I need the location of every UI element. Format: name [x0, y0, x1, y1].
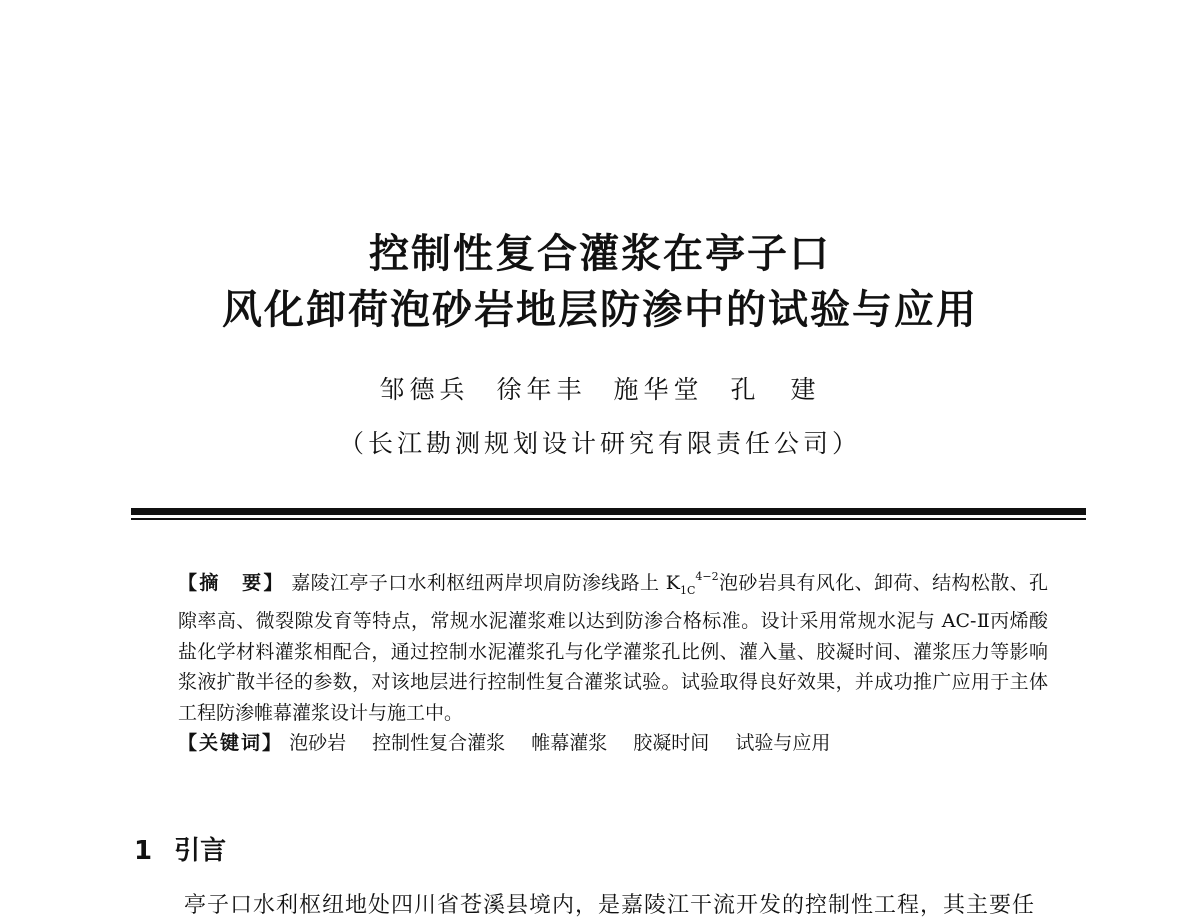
keyword: 泡砂岩: [289, 732, 347, 755]
author-name: 孔 建: [730, 375, 821, 404]
header-divider-thick: [131, 508, 1086, 515]
body-paragraph-first-line: 亭子口水利枢纽地处四川省苍溪县境内，是嘉陵江干流开发的控制性工程，其主要任: [184, 893, 1036, 918]
paper-title-line-2: 风化卸荷泡砂岩地层防渗中的试验与应用: [222, 287, 978, 333]
keywords-label: 【关键词】: [178, 732, 284, 755]
symbol-subscript: 1C: [680, 583, 696, 597]
section-title: 引言: [174, 836, 227, 866]
author-name: 施华堂: [613, 375, 704, 404]
keywords-line: [178, 728, 1048, 759]
symbol-superscript: 4−2: [695, 570, 719, 583]
header-divider-thin: [131, 518, 1086, 520]
author-name: 邹德兵: [379, 375, 470, 404]
keyword: 试验与应用: [735, 732, 831, 755]
paper-title-line-1: 控制性复合灌浆在亭子口: [369, 231, 831, 277]
author-list: [0, 370, 1200, 406]
keyword: 胶凝时间: [633, 732, 710, 755]
author-affiliation: （长江勘测规划设计研究有限责任公司）: [338, 429, 861, 458]
abstract-text-start: 嘉陵江亭子口水利枢纽两岸坝肩防渗线路上 K: [291, 572, 680, 594]
author-name: 徐年丰: [496, 375, 587, 404]
abstract-text-rest: 泡砂岩具有风化、卸荷、结构松散、孔隙率高、微裂隙发育等特点，常规水泥灌浆难以达到防渗合格标准。设计采用常规水泥与 AC-Ⅱ丙烯酸盐化学材料灌浆相配合，通过控制水泥灌浆孔与化学灌浆孔比例、灌入量、胶凝时间、灌浆压力等影响浆液扩散半径的参数，对该地层进行控制性复合灌浆试验。试验取得良好效果，并成功推广应用于主体工程防渗帷幕灌浆设计与施工中。: [178, 572, 1048, 724]
abstract-block: [178, 562, 1048, 759]
keyword: 控制性复合灌浆: [372, 732, 506, 755]
keyword: 帷幕灌浆: [531, 732, 608, 755]
abstract-paragraph: [178, 562, 1048, 728]
abstract-label: 【摘 要】: [178, 572, 285, 594]
section-heading: [134, 830, 226, 867]
section-number: 1: [134, 836, 153, 866]
